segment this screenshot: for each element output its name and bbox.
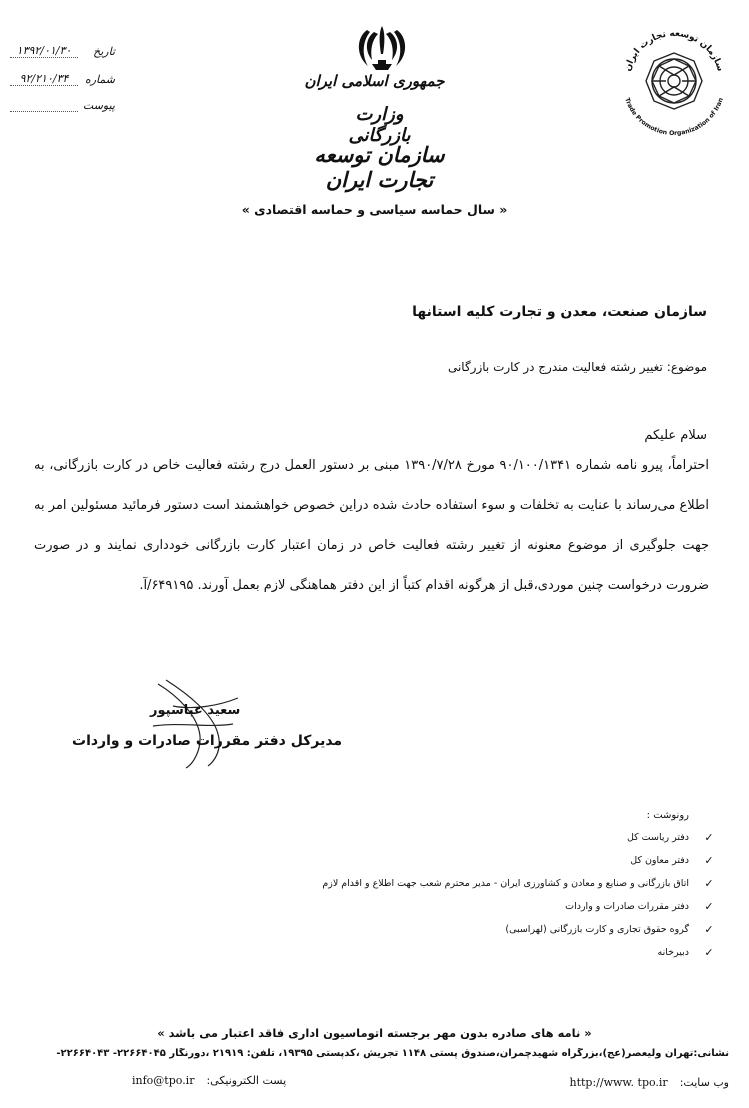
subject-text: تغییر رشته فعالیت مندرج در کارت بازرگانی bbox=[447, 360, 663, 374]
tpo-logo bbox=[611, 18, 737, 144]
attachment-value bbox=[10, 98, 78, 112]
iran-emblem-icon bbox=[352, 24, 412, 72]
letter-body: احتراماً، پیرو نامه شماره ۹۰/۱۰۰/۱۳۴۱ مورخ ۱۳۹۰/۷/۲۸ مبنی بر دستور العمل درج رشته فعالیت خاص در کارت بازرگانی، به اطلاع می‌رساند با عنایت به تخلفات و سوء استفاده حادث شده دراین خصوص خواهشمند است دستور فرمائید مسئولین امر به جهت جلوگیری از موضوع معنونه از تغییر رشته فعالیت خاص در زمان اعتبار کارت بازرگانی خودداری نمایند و در صورت ضرورت درخواست چنین موردی،قبل از هرگونه اقدام کتباً از این دفتر هماهنگی لازم بعمل آورند. ۶۴۹۱۹۵/آ. bbox=[34, 458, 710, 593]
meta-attachment bbox=[10, 98, 115, 112]
greeting: سلام علیکم bbox=[644, 428, 707, 443]
check-icon: ✓ bbox=[704, 831, 714, 844]
check-icon: ✓ bbox=[704, 900, 714, 913]
list-item: ✓ اتاق بازرگانی و صنایع و معادن و کشاورزی ایران - مدیر محترم شعب جهت اطلاع و اقدام لازم bbox=[322, 877, 714, 890]
meta-number bbox=[10, 72, 115, 86]
header-ministry: وزارت بازرگانی bbox=[348, 104, 411, 146]
number-value: ۹۲/۲۱۰/۳۴ bbox=[10, 72, 78, 86]
seal-en-text: Trade Promotion Organization of Iran bbox=[623, 96, 725, 138]
website-link[interactable]: http://www. tpo.ir bbox=[569, 1076, 668, 1089]
year-motto: « سال حماسه سیاسی و حماسه اقتصادی » bbox=[241, 202, 508, 217]
subject-label: موضوع: bbox=[666, 360, 707, 374]
list-item: ✓ دفتر معاون کل bbox=[630, 854, 714, 867]
signatory-title: مدیرکل دفتر مقررات صادرات و واردات bbox=[72, 733, 343, 749]
header-country: جمهوری اسلامی ایران bbox=[304, 72, 445, 90]
validity-note: « نامه های صادره بدون مهر برجسته اتوماسیون اداری فاقد اعتبار می باشد » bbox=[157, 1026, 592, 1040]
check-icon: ✓ bbox=[704, 946, 714, 959]
website-label: وب سایت: bbox=[679, 1076, 729, 1089]
seal-fa-text: سازمان توسعه تجارت ایران bbox=[623, 28, 725, 73]
header-organization: سازمان توسعه تجارت ایران bbox=[314, 142, 445, 192]
attachment-label: پیوست bbox=[82, 98, 115, 112]
signatory-name: سعید عباسپور bbox=[150, 703, 241, 718]
subject-line bbox=[448, 360, 707, 374]
copies-list bbox=[322, 826, 715, 964]
list-item: ✓ گروه حقوق تجاری و کارت بازرگانی (لهراسبی) bbox=[505, 923, 714, 936]
email-line bbox=[132, 1074, 286, 1087]
list-item: ✓ دفتر ریاست کل bbox=[626, 831, 714, 844]
website-line bbox=[570, 1076, 730, 1089]
check-icon: ✓ bbox=[704, 923, 714, 936]
svg-text:سازمان توسعه تجارت ایران bbox=[623, 29, 725, 73]
email-link[interactable]: info@tpo.ir bbox=[132, 1074, 195, 1087]
postal-address: نشانی:تهران ولیعصر(عج)،بزرگراه شهیدچمران،صندوق پستی ۱۱۴۸ تجریش ،کدپستی ۱۹۳۹۵، تلفن: ۲۱۹۱۹ ،دورنگار ۲۲۶۶۴۰۴۵- ۲۲۶۶۴۰۴۳- bbox=[56, 1048, 729, 1059]
copies-heading: رونوشت : bbox=[646, 810, 689, 821]
list-item: ✓ دبیرخانه bbox=[657, 946, 714, 959]
email-label: پست الکترونیکی: bbox=[206, 1074, 287, 1087]
date-value: ۱۳۹۲/۰۱/۳۰ bbox=[10, 44, 78, 58]
check-icon: ✓ bbox=[704, 854, 714, 867]
addressee: سازمان صنعت، معدن و تجارت کلیه استانها bbox=[412, 304, 707, 320]
handwritten-signature bbox=[138, 676, 258, 776]
meta-date bbox=[10, 44, 115, 58]
date-label: تاریخ bbox=[93, 44, 115, 58]
list-item: ✓ دفتر مقررات صادرات و واردات bbox=[565, 900, 714, 913]
check-icon: ✓ bbox=[704, 877, 714, 890]
number-label: شماره bbox=[84, 72, 115, 86]
